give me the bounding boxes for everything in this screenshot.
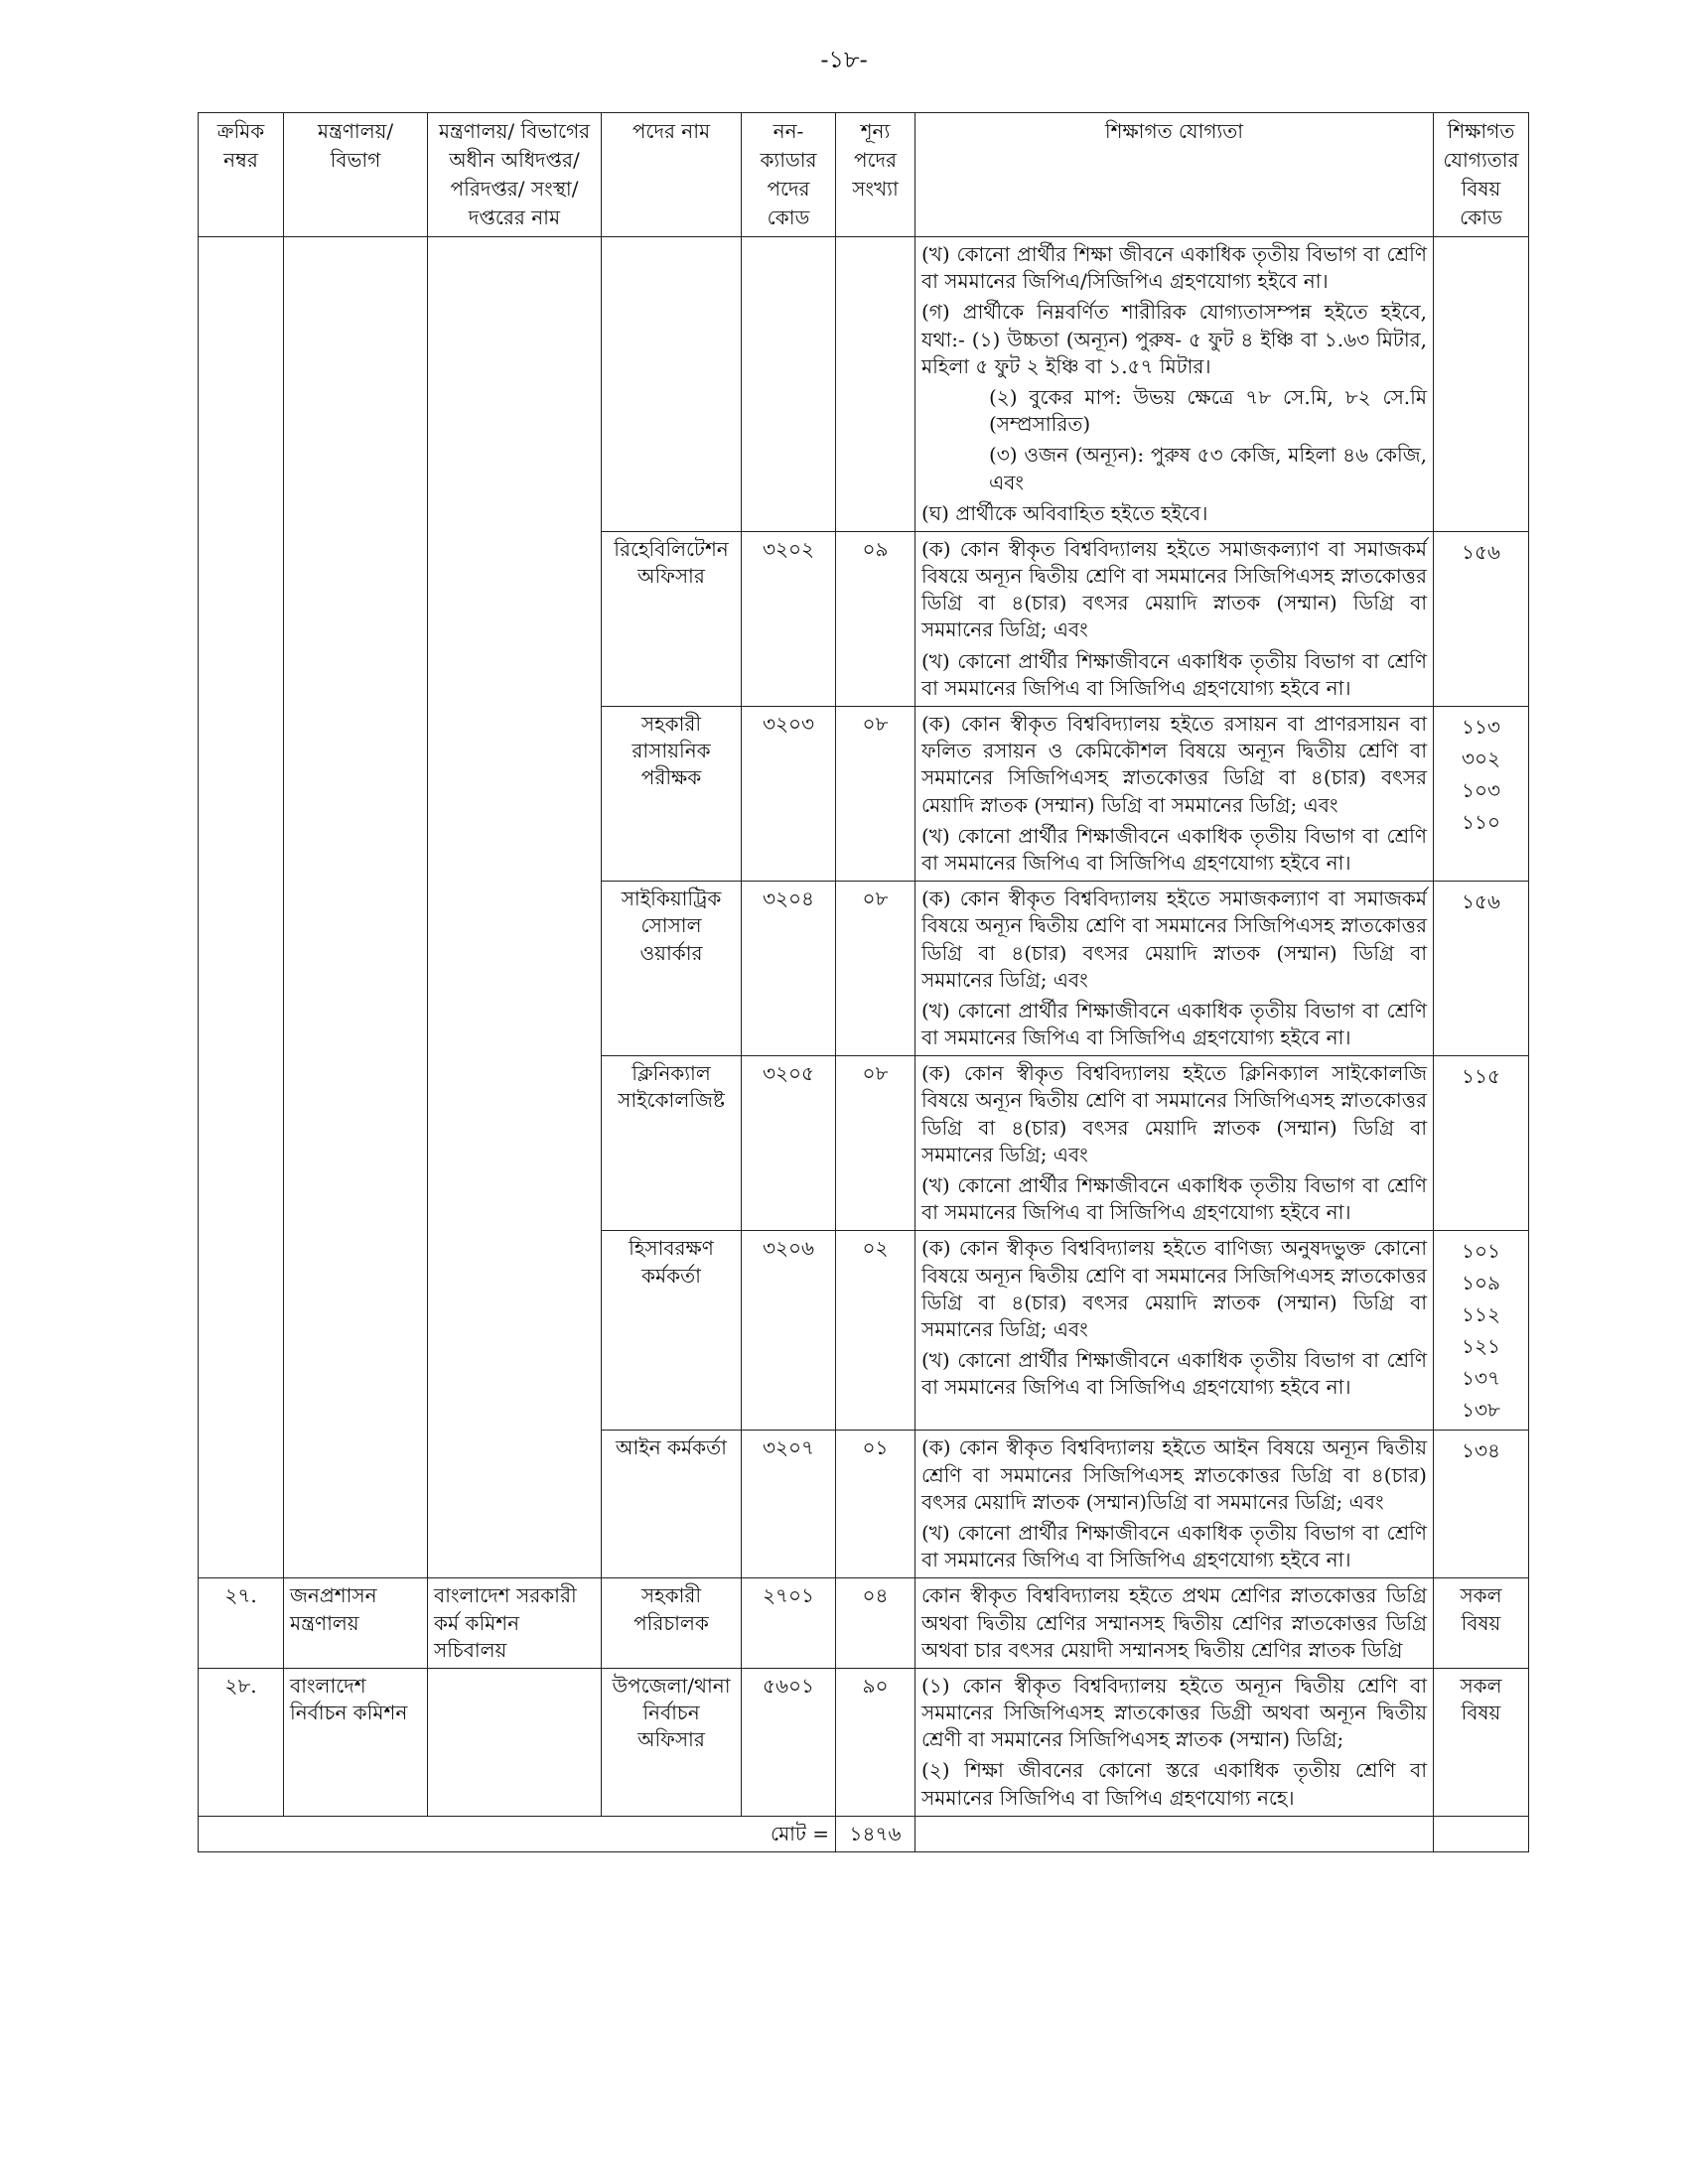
- qualification-line: (২) শিক্ষা জীবনের কোনো স্তরে একাধিক তৃতীয় শ্রেণি বা সমমানের সিজিপিএ বা জিপিএ গ্রহণযোগ্য নহে।: [921, 1758, 1427, 1810]
- table-row-28: [199, 1668, 1529, 1816]
- ministry-name: বাংলাদেশ নির্বাচন কমিশন: [284, 1668, 428, 1816]
- post-code: ৩২০৬: [742, 1231, 836, 1431]
- qualification-line: কোন স্বীকৃত বিশ্ববিদ্যালয় হইতে প্রথম শ্রেণির স্নাতকোত্তর ডিগ্রি অথবা দ্বিতীয় শ্রেণির সম্মানসহ দ্বিতীয় শ্রেণির স্নাতকোত্তর ডিগ্রি অথবা চার বৎসর মেয়াদী সম্মানসহ দ্বিতীয় শ্রেণির স্নাতক ডিগ্রি: [921, 1583, 1427, 1662]
- qualification-line: (ঘ) প্রার্থীকে অবিবাহিত হইতে হইবে।: [921, 500, 1208, 525]
- page-number: -১৮-: [820, 46, 868, 73]
- subject-codes: [1434, 707, 1529, 882]
- post-name: হিসাবরক্ষণ কর্মকর্তা: [602, 1231, 742, 1431]
- qualification-line: (খ) কোনো প্রার্থীর শিক্ষা জীবনে একাধিক তৃতীয় বিভাগ বা শ্রেণি বা সমমানের জিপিএ/সিজিপিএ গ্রহণযোগ্য হইবে না।: [921, 242, 1427, 294]
- subject-codes: [1434, 1231, 1529, 1431]
- subject-code: ১০১: [1462, 1239, 1500, 1264]
- header-ministry: মন্ত্রণালয়/ বিভাগ: [284, 113, 428, 237]
- subject-codes: [1434, 1431, 1529, 1578]
- qualification-cell: [915, 531, 1434, 706]
- header-office: মন্ত্রণালয়/ বিভাগের অধীন অধিদপ্তর/ পরিদপ্তর/ সংস্থা/ দপ্তরের নাম: [428, 113, 602, 237]
- header-serial: ক্রমিক নম্বর: [199, 113, 284, 237]
- qualification-line: (গ) প্রার্থীকে নিম্নবর্ণিত শারীরিক যোগ্যতাসম্পন্ন হইতে হইবে, যথা:- (১) উচ্চতা (অন্যূন) পুরুষ- ৫ ফুট ৪ ইঞ্চি বা ১.৬৩ মিটার, মহিলা ৫ ফুট ২ ইঞ্চি বা ১.৫৭ মিটার।: [921, 300, 1427, 378]
- qualification-cell: [915, 1668, 1434, 1816]
- header-row: [199, 113, 1529, 237]
- vacancy-count: ৯০: [836, 1668, 915, 1816]
- post-name: সহকারী রাসায়নিক পরীক্ষক: [602, 707, 742, 882]
- subject-code: ১১৫: [1462, 1064, 1500, 1089]
- qualification-line: (৩) ওজন (অন্যূন): পুরুষ ৫৩ কেজি, মহিলা ৪৬ কেজি, এবং: [989, 443, 1427, 494]
- subject-code: ১০৩: [1462, 778, 1500, 802]
- post-code: ৩২০২: [742, 531, 836, 706]
- total-row: [199, 1816, 1529, 1851]
- qualification-cell: [915, 1578, 1434, 1669]
- post-code: ২৭০১: [742, 1578, 836, 1669]
- qualification-line: (ক) কোন স্বীকৃত বিশ্ববিদ্যালয় হইতে রসায়ন বা প্রাণরসায়ন বা ফলিত রসায়ন ও কেমিকৌশল বিষয়ে অন্যূন দ্বিতীয় শ্রেণি বা সমমানের সিজিপিএসহ স্নাতকোত্তর ডিগ্রি বা ৪(চার) বৎসর মেয়াদি স্নাতক (সম্মান) ডিগ্রি বা সমমানের ডিগ্রি; এবং: [921, 712, 1427, 817]
- subject-code: ১০৯: [1462, 1271, 1500, 1296]
- header-post: পদের নাম: [602, 113, 742, 237]
- qualification-cell: [915, 1231, 1434, 1431]
- qualification-line: (১) কোন স্বীকৃত বিশ্ববিদ্যালয় হইতে অন্যূন দ্বিতীয় শ্রেণি বা সমমানের সিজিপিএসহ স্নাতকোত্তর ডিগ্রী অথবা অন্যূন দ্বিতীয় শ্রেণী বা সমমানের সিজিপিএসহ স্নাতক (সম্মান) ডিগ্রি;: [921, 1673, 1427, 1752]
- vacancy-table: [198, 112, 1529, 1852]
- serial-number: ২৮.: [199, 1668, 284, 1816]
- qualification-cell: [915, 1056, 1434, 1231]
- subject-code-cell-empty: [1434, 237, 1529, 532]
- vacancy-count: ০৪: [836, 1578, 915, 1669]
- post-name: সাইকিয়াট্রিক সোসাল ওয়ার্কার: [602, 882, 742, 1056]
- post-name: উপজেলা/থানা নির্বাচন অফিসার: [602, 1668, 742, 1816]
- qualification-line: (ক) কোন স্বীকৃত বিশ্ববিদ্যালয় হইতে সমাজকল্যাণ বা সমাজকর্ম বিষয়ে অন্যূন দ্বিতীয় শ্রেণি বা সমমানের সিজিপিএসহ স্নাতকোত্তর ডিগ্রি বা ৪(চার) বৎসর মেয়াদি স্নাতক (সম্মান) ডিগ্রি বা সমমানের ডিগ্রি; এবং: [921, 536, 1427, 642]
- total-empty: [1434, 1816, 1529, 1851]
- qualification-cell: [915, 237, 1434, 532]
- vacancy-cell-empty: [836, 237, 915, 532]
- subject-code: ১৫৬: [1462, 539, 1500, 564]
- subject-code: ১৩৮: [1462, 1398, 1500, 1423]
- post-name: আইন কর্মকর্তা: [602, 1431, 742, 1578]
- subject-codes: [1434, 1056, 1529, 1231]
- subject-codes: [1434, 531, 1529, 706]
- header-vacancy: শূন্য পদের সংখ্যা: [836, 113, 915, 237]
- qualification-line: (খ) কোনো প্রার্থীর শিক্ষাজীবনে একাধিক তৃতীয় বিভাগ বা শ্রেণি বা সমমানের জিপিএ বা সিজিপিএ গ্রহণযোগ্য হইবে না।: [921, 1520, 1427, 1572]
- post-code: ৩২০৫: [742, 1056, 836, 1231]
- post-code: ৩২০৪: [742, 882, 836, 1056]
- serial-cell-empty: [199, 237, 284, 1578]
- qualification-cell: [915, 707, 1434, 882]
- subject-code: ১১২: [1462, 1302, 1500, 1327]
- subject-code: ৩০২: [1461, 747, 1500, 770]
- vacancy-count: ০২: [836, 1231, 915, 1431]
- table-row-27: [199, 1578, 1529, 1669]
- ministry-name: জনপ্রশাসন মন্ত্রণালয়: [284, 1578, 428, 1669]
- subject-codes: [1434, 882, 1529, 1056]
- post-name: সহকারী পরিচালক: [602, 1578, 742, 1669]
- subject-code: ১৩৪: [1462, 1438, 1500, 1463]
- qualification-line: (ক) কোন স্বীকৃত বিশ্ববিদ্যালয় হইতে সমাজকল্যাণ বা সমাজকর্ম বিষয়ে অন্যূন দ্বিতীয় শ্রেণি বা সমমানের সিজিপিএসহ স্নাতকোত্তর ডিগ্রি বা ৪(চার) বৎসর মেয়াদি স্নাতক (সম্মান) ডিগ্রি বা সমমানের ডিগ্রি; এবং: [921, 887, 1427, 992]
- qualification-line: (খ) কোনো প্রার্থীর শিক্ষাজীবনে একাধিক তৃতীয় বিভাগ বা শ্রেণি বা সমমানের জিপিএ বা সিজিপিএ গ্রহণযোগ্য হইবে না।: [921, 648, 1427, 700]
- qualification-cell: [915, 882, 1434, 1056]
- qualification-line: (খ) কোনো প্রার্থীর শিক্ষাজীবনে একাধিক তৃতীয় বিভাগ বা শ্রেণি বা সমমানের জিপিএ বা সিজিপিএ গ্রহণযোগ্য হইবে না।: [921, 1348, 1427, 1400]
- total-label: মোট =: [199, 1816, 836, 1851]
- table-row-continuation: [199, 237, 1529, 532]
- subject-code: ১৫৬: [1462, 889, 1500, 914]
- subject-code: ১২১: [1462, 1334, 1500, 1359]
- vacancy-count: ০৮: [836, 707, 915, 882]
- qualification-line: (২) বুকের মাপ: উভয় ক্ষেত্রে ৭৮ সে.মি, ৮২ সে.মি (সম্প্রসারিত): [989, 384, 1427, 437]
- post-code: ৫৬০১: [742, 1668, 836, 1816]
- subject-code: ১১০: [1462, 810, 1500, 834]
- total-empty: [915, 1816, 1434, 1851]
- post-cell-empty: [602, 237, 742, 532]
- qualification-line: (ক) কোন স্বীকৃত বিশ্ববিদ্যালয় হইতে ক্লিনিক্যাল সাইকোলজি বিষয়ে অন্যূন দ্বিতীয় শ্রেণি বা সমমানের সিজিপিএসহ স্নাতকোত্তর ডিগ্রি বা ৪(চার) বৎসর মেয়াদি স্নাতক (সম্মান) ডিগ্রি বা সমমানের ডিগ্রি; এবং: [921, 1061, 1427, 1166]
- code-cell-empty: [742, 237, 836, 532]
- office-name: বাংলাদেশ সরকারী কর্ম কমিশন সচিবালয়: [428, 1578, 602, 1669]
- header-code: নন-ক্যাডার পদের কোড: [742, 113, 836, 237]
- vacancy-count: ০৯: [836, 531, 915, 706]
- header-subject-code: শিক্ষাগত যোগ্যতার বিষয় কোড: [1434, 113, 1529, 237]
- vacancy-count: ০১: [836, 1431, 915, 1578]
- qualification-line: (ক) কোন স্বীকৃত বিশ্ববিদ্যালয় হইতে বাণিজ্য অনুষদভুক্ত কোনো বিষয়ে অন্যূন দ্বিতীয় শ্রেণি বা সমমানের সিজিপিএসহ স্নাতকোত্তর ডিগ্রি বা ৪(চার) বৎসর মেয়াদি স্নাতক (সম্মান) ডিগ্রি বা সমমানের ডিগ্রি; এবং: [921, 1236, 1427, 1341]
- office-cell-empty: [428, 237, 602, 1578]
- header-qualification: শিক্ষাগত যোগ্যতা: [915, 113, 1434, 237]
- qualification-line: (খ) কোনো প্রার্থীর শিক্ষাজীবনে একাধিক তৃতীয় বিভাগ বা শ্রেণি বা সমমানের জিপিএ বা সিজিপিএ গ্রহণযোগ্য হইবে না।: [921, 1173, 1427, 1225]
- subject-code: ১১৩: [1462, 715, 1500, 739]
- vacancy-count: ০৮: [836, 1056, 915, 1231]
- subject-code: ১৩৭: [1462, 1366, 1500, 1391]
- serial-number: ২৭.: [199, 1578, 284, 1669]
- ministry-cell-empty: [284, 237, 428, 1578]
- post-code: ৩২০৭: [742, 1431, 836, 1578]
- office-cell-empty: [428, 1668, 602, 1816]
- qualification-cell: [915, 1431, 1434, 1578]
- total-value: ১৪৭৬: [836, 1816, 915, 1851]
- qualification-line: (খ) কোনো প্রার্থীর শিক্ষাজীবনে একাধিক তৃতীয় বিভাগ বা শ্রেণি বা সমমানের জিপিএ বা সিজিপিএ গ্রহণযোগ্য হইবে না।: [921, 823, 1427, 875]
- post-name: ক্লিনিক্যাল সাইকোলজিষ্ট: [602, 1056, 742, 1231]
- post-name: রিহেবিলিটেশন অফিসার: [602, 531, 742, 706]
- post-code: ৩২০৩: [742, 707, 836, 882]
- qualification-line: (ক) কোন স্বীকৃত বিশ্ববিদ্যালয় হইতে আইন বিষয়ে অন্যূন দ্বিতীয় শ্রেণি বা সমমানের সিজিপিএসহ স্নাতকোত্তর ডিগ্রি বা ৪(চার) বৎসর মেয়াদি স্নাতক (সম্মান)ডিগ্রি বা সমমানের ডিগ্রি; এবং: [921, 1435, 1427, 1514]
- subject-code: সকল বিষয়: [1434, 1578, 1529, 1669]
- qualification-line: (খ) কোনো প্রার্থীর শিক্ষাজীবনে একাধিক তৃতীয় বিভাগ বা শ্রেণি বা সমমানের জিপিএ বা সিজিপিএ গ্রহণযোগ্য হইবে না।: [921, 998, 1427, 1050]
- vacancy-count: ০৮: [836, 882, 915, 1056]
- subject-code: সকল বিষয়: [1434, 1668, 1529, 1816]
